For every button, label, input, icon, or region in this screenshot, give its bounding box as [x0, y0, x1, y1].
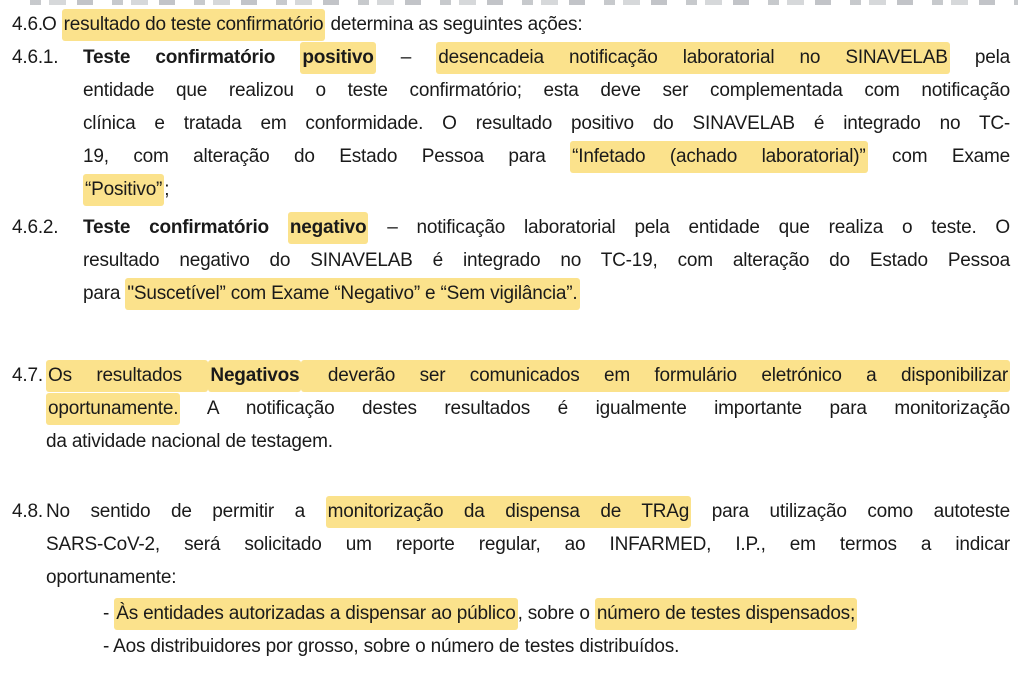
- text-segment: A notificação destes resultados é igualmente importante para monitorização: [180, 398, 1010, 419]
- text-segment: clínica e tratada em conformidade. O resultado positivo do SINAVELAB é integrado no TC-: [83, 113, 1010, 134]
- highlighted-text: Os resultados: [46, 360, 208, 392]
- document-body: [0, 8, 1024, 663]
- text-segment: para: [83, 283, 126, 304]
- text-line: [0, 425, 1024, 458]
- text-segment: entidade que realizou o teste confirmatório; esta deve ser complementada com notificação: [83, 80, 1010, 101]
- text-segment: Teste confirmatório: [83, 47, 301, 68]
- text-segment: No sentido de permitir a: [46, 501, 326, 522]
- text-segment: Teste confirmatório: [83, 217, 288, 238]
- section-4-7: [0, 359, 1024, 458]
- text-line: [0, 74, 1024, 107]
- text-segment: -: [103, 603, 115, 624]
- section-4-8: [0, 495, 1024, 594]
- text-segment: pela: [949, 47, 1011, 68]
- highlighted-text: negativo: [288, 212, 369, 244]
- dash-item-1: [0, 597, 1024, 630]
- text-line: [0, 107, 1024, 140]
- text-line: [0, 495, 1024, 528]
- text-line: [0, 41, 1024, 74]
- highlighted-text: monitorização da dispensa de TRAg: [326, 496, 691, 528]
- text-segment: da atividade nacional de testagem.: [46, 431, 333, 452]
- highlighted-text: “Positivo”: [83, 174, 164, 206]
- text-segment: SARS-CoV-2, será solicitado um reporte regular, ao INFARMED, I.P., em termos a indicar: [46, 534, 1010, 555]
- text-segment: –: [375, 47, 437, 68]
- text-line: [0, 211, 1024, 244]
- text-line: [0, 392, 1024, 425]
- text-segment: O: [42, 14, 62, 35]
- clipped-previous-line: [30, 0, 1018, 5]
- highlighted-text: Às entidades autorizadas a dispensar ao público: [114, 598, 517, 630]
- text-segment: oportunamente:: [46, 567, 177, 588]
- text-segment: resultado negativo do SINAVELAB é integrado no TC-19, com alteração do Estado Pessoa: [83, 250, 1010, 271]
- text-line: [0, 244, 1024, 277]
- highlighted-text: número de testes dispensados;: [595, 598, 857, 630]
- highlighted-text: “Infetado (achado laboratorial)”: [570, 141, 867, 173]
- list-number: 4.6.2.: [12, 217, 59, 238]
- text-segment: com Exame: [867, 146, 1010, 167]
- text-segment: para utilização como autoteste: [691, 501, 1010, 522]
- list-number: 4.6.1.: [12, 47, 59, 68]
- text-segment: – notificação laboratorial pela entidade que realiza o teste. O: [368, 217, 1010, 238]
- text-segment: ;: [164, 179, 170, 200]
- text-line: [0, 561, 1024, 594]
- text-segment: 19, com alteração do Estado Pessoa para: [83, 146, 571, 167]
- highlighted-text: "Suscetível” com Exame “Negativo” e “Sem vigilância”.: [125, 278, 579, 310]
- text-line: [0, 359, 1024, 392]
- highlighted-text: oportunamente.: [46, 393, 180, 425]
- dash-item-2: [0, 630, 1024, 663]
- text-line: [0, 597, 1024, 630]
- highlighted-text: positivo: [300, 42, 375, 74]
- text-line: [0, 630, 1024, 663]
- list-number: 4.6.: [12, 14, 43, 35]
- list-number: 4.7.: [12, 365, 43, 386]
- highlighted-text: Negativos: [208, 360, 301, 392]
- section-4-6-1: [0, 41, 1024, 206]
- highlighted-text: desencadeia notificação laboratorial no SINAVELAB: [436, 42, 949, 74]
- text-line: [0, 8, 1024, 41]
- text-line: [0, 140, 1024, 173]
- section-4-6: [0, 8, 1024, 41]
- text-segment: - Aos distribuidores por grosso, sobre o número de testes distribuídos.: [103, 636, 680, 657]
- section-4-6-2: [0, 211, 1024, 310]
- text-segment: determina as seguintes ações:: [325, 14, 583, 35]
- list-number: 4.8.: [12, 501, 43, 522]
- text-segment: , sobre o: [517, 603, 595, 624]
- highlighted-text: deverão ser comunicados em formulário eletrónico a disponibilizar: [301, 360, 1010, 392]
- text-line: [0, 277, 1024, 310]
- text-line: [0, 173, 1024, 206]
- highlighted-text: resultado do teste confirmatório: [62, 9, 326, 41]
- text-line: [0, 528, 1024, 561]
